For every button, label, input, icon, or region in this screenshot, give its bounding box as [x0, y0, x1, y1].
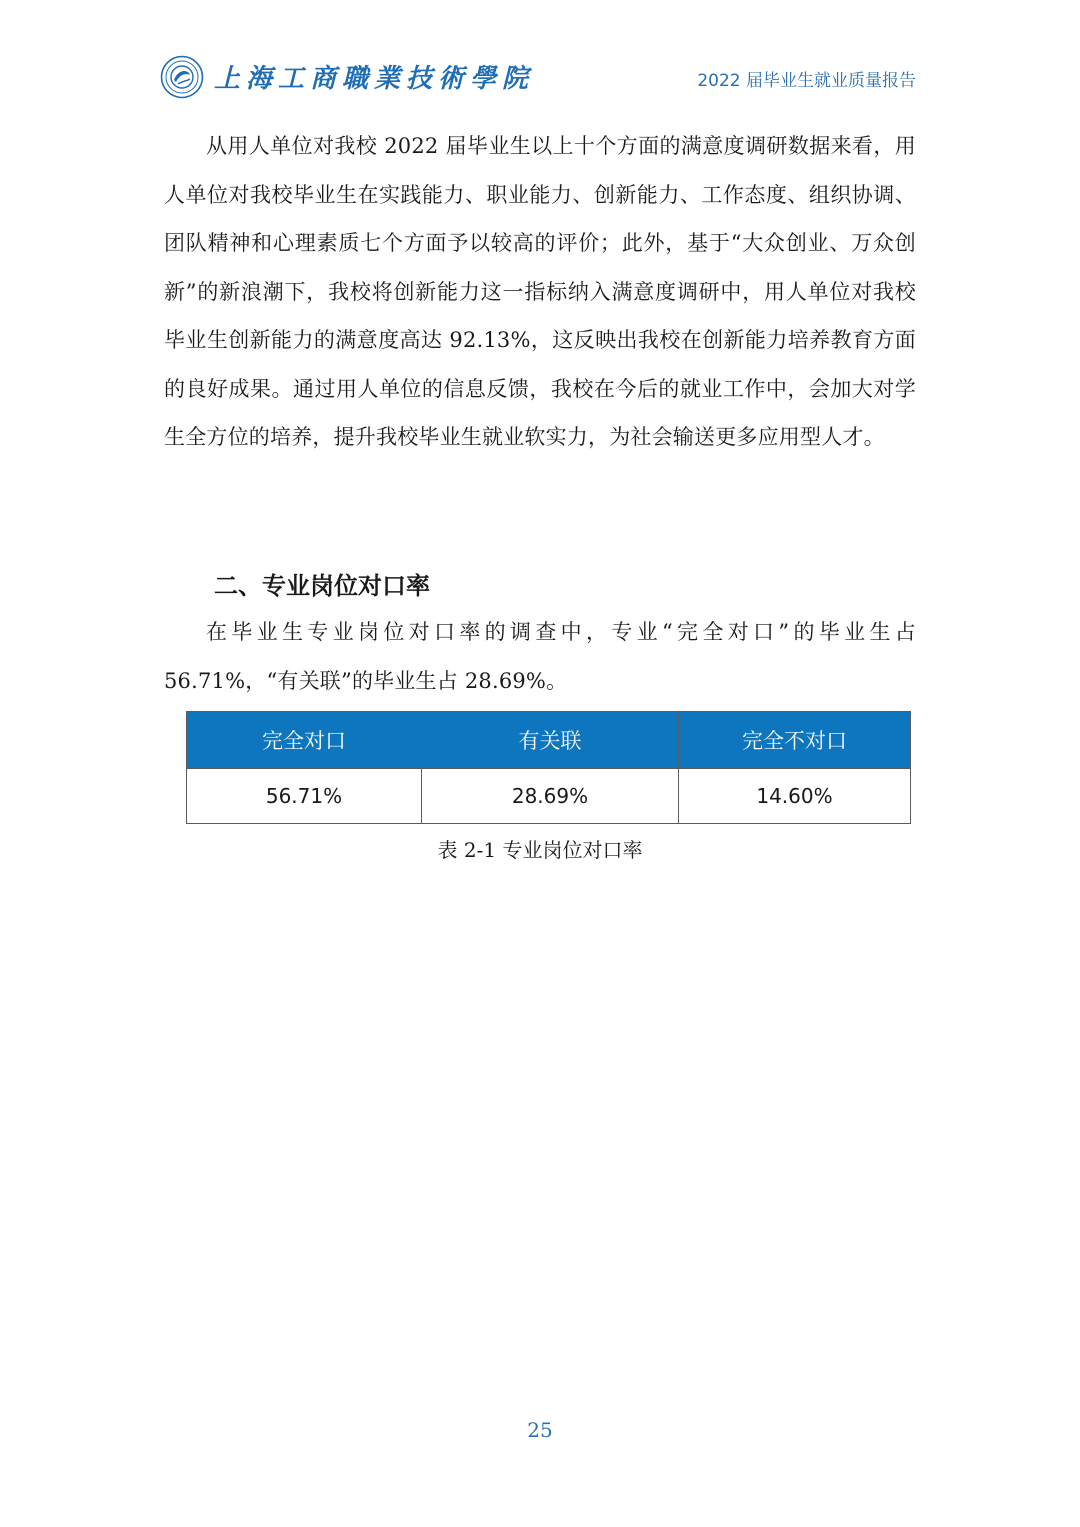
table-header-cell: 完全不对口: [679, 712, 911, 769]
report-title: 2022 届毕业生就业质量报告: [697, 71, 916, 91]
school-emblem-icon: [160, 55, 204, 99]
body-paragraph-1: 从用人单位对我校 2022 届毕业生以上十个方面的满意度调研数据来看，用人单位对我校毕业生在实践能力、职业能力、创新能力、工作态度、组织协调、团队精神和心理素质七个方面予以较高的评价；此外，基于“大众创业、万众创新”的新浪潮下，我校将创新能力这一指标纳入满意度调研中，用人单位对我校毕业生创新能力的满意度高达 92.13%，这反映出我校在创新能力培养教育方面的良好成果。通过用人单位的信息反馈，我校在今后的就业工作中，会加大对学生全方位的培养，提升我校毕业生就业软实力，为社会输送更多应用型人才。: [164, 134, 916, 449]
match-rate-table: [186, 711, 911, 824]
school-name-logo: 上海工商職業技術學院: [214, 64, 535, 94]
body-paragraph-2: 在毕业生专业岗位对口率的调查中，专业“完全对口”的毕业生占 56.71%，“有关联”的毕业生占 28.69%。: [164, 620, 916, 693]
page-number: 25: [527, 1418, 553, 1442]
table-cell: 56.71%: [187, 769, 422, 824]
table-header-row: [187, 712, 911, 769]
table-cell: 28.69%: [422, 769, 679, 824]
table-cell: 14.60%: [679, 769, 911, 824]
section-title: 二、专业岗位对口率: [214, 571, 430, 600]
page-header: [160, 52, 920, 102]
table-header-cell: 有关联: [422, 712, 679, 769]
table-caption: 表 2-1 专业岗位对口率: [437, 838, 643, 862]
table-header-cell: 完全对口: [187, 712, 422, 769]
table-row: [187, 769, 911, 824]
